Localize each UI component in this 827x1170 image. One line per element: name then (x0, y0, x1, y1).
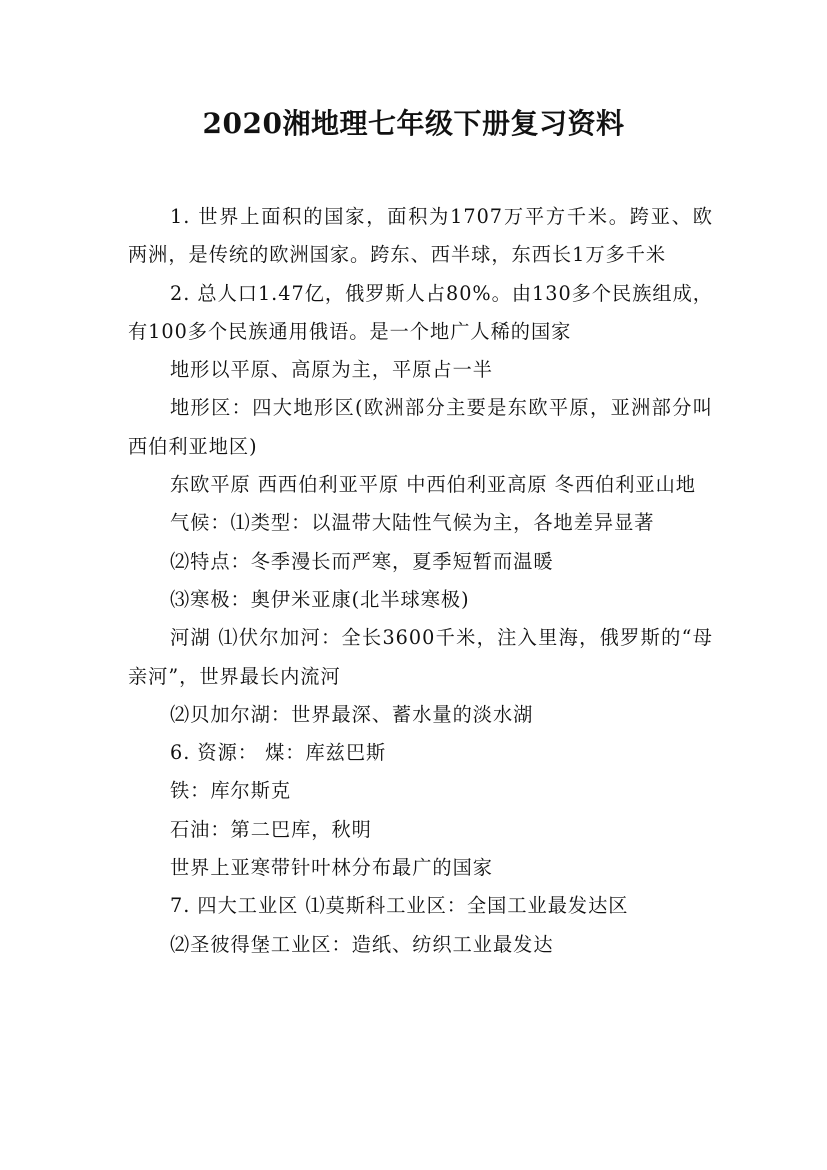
paragraph-baikal-lake: ⑵贝加尔湖：世界最深、蓄水量的淡水湖 (170, 702, 534, 726)
paragraph-climate-type: 气候：⑴类型：以温带大陆性气候为主，各地差异显著 (170, 511, 655, 535)
paragraph-landform-regions: 地形区：四大地形区(欧洲部分主要是东欧平原，亚洲部分叫西伯利亚地区) (128, 396, 713, 458)
document-body (128, 198, 713, 964)
paragraph-resources-coal: 6. 资源： 煤：库兹巴斯 (170, 741, 387, 765)
document-title: 2020湘地理七年级下册复习资料 (202, 107, 625, 140)
paragraph-terrain: 地形以平原、高原为主，平原占一半 (170, 358, 493, 382)
paragraph-industry-petersburg: ⑵圣彼得堡工业区：造纸、纺织工业最发达 (170, 932, 554, 956)
paragraph-volga-river: 河湖 ⑴伏尔加河：全长3600千米，注入里海，俄罗斯的“母亲河”，世界最长内流河 (128, 626, 713, 688)
paragraph-landform-list: 东欧平原 西西伯利亚平原 中西伯利亚高原 冬西伯利亚山地 (170, 473, 696, 497)
paragraph-forest: 世界上亚寒带针叶林分布最广的国家 (170, 856, 493, 880)
paragraph-territory: 1. 世界上面积的国家，面积为1707万平方千米。跨亚、欧两洲，是传统的欧洲国家。跨东、西半球，东西长1万多千米 (128, 205, 713, 267)
paragraph-climate-features: ⑵特点：冬季漫长而严寒，夏季短暂而温暖 (170, 549, 554, 573)
paragraph-resources-oil: 石油：第二巴库，秋明 (170, 817, 372, 841)
paragraph-population: 2. 总人口1.47亿，俄罗斯人占80%。由130多个民族组成，有100多个民族通用俄语。是一个地广人稀的国家 (128, 281, 713, 343)
paragraph-cold-pole: ⑶寒极：奥伊米亚康(北半球寒极) (170, 587, 470, 611)
paragraph-resources-iron: 铁：库尔斯克 (170, 779, 292, 803)
paragraph-industry-moscow: 7. 四大工业区 ⑴莫斯科工业区：全国工业最发达区 (170, 894, 629, 918)
